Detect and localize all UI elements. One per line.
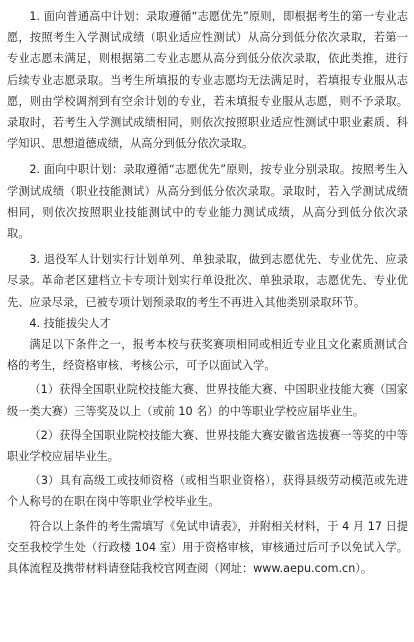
paragraph-skilled-talents-intro: 满足以下条件之一，报考本校与获奖赛项相同或相近专业且文化素质测试合格的考生，经资格审核、考核公示，可予以面试入学。 bbox=[7, 338, 408, 373]
paragraph-veterans-special-plan: 3. 退役军人计划实行计划单列、单独录取，做到志愿优先、专业优先、应录尽录。革命老区建档立卡专项计划实行单设批次、单独录取，志愿优先、专业优先、应录尽录，已被专项计划预录取的考生不再进入其他类别录取环节。 bbox=[7, 253, 408, 309]
paragraph-application-procedure: 符合以上条件的考生需填写《免试申请表》，并附相关材料，于 4 月 17 日提交至我校学生处（行政楼 104 室）用于资格审核，审核通过后可予以免试入学。具体流程及携带材料请登陆我校官网查阅（网址：www.aepu.com.cn）。 bbox=[7, 519, 408, 576]
heading-skilled-talents: 4. 技能拔尖人才 bbox=[29, 316, 111, 330]
list-item-condition-3: （3）具有高级工或技师资格（或相当职业资格），获得县级劳动模范或先进个人称号的在职在岗中等职业学校毕业生。 bbox=[7, 474, 408, 509]
paragraph-vocational-school-admission: 2. 面向中职计划：录取遵循“志愿优先”原则，按专业分别录取。按照考生入学测试成绩（职业技能测试）从高分到低分依次录取。录取时，若入学测试成绩相同，则依次按照职业技能测试中的专业能力测试成绩，从高分到低分依次录取。 bbox=[7, 163, 408, 241]
paragraph-general-high-school-admission: 1. 面向普通高中计划：录取遵循“志愿优先”原则，即根据考生的第一专业志愿，按照考生入学测试成绩（职业适应性测试）从高分到低分依次录取，若第一专业志愿未满足，则根据第二专业志愿从高分到低分依次录取，依此类推，进行后续专业志愿录取。当考生所填报的专业志愿均无法满足时，若填报专业服从志愿，则由学校调剂到有空余计划的专业，若未填报专业服从志愿，则不予录取。录取时，若考生入学测试成绩相同，则依次按照职业适应性测试中职业素质、科学知识、思想道德成绩，从高分到低分依次录取。 bbox=[7, 10, 408, 151]
list-item-condition-1: （1）获得全国职业院校技能大赛、世界技能大赛、中国职业技能大赛（国家级一类大赛）三等奖及以上（或前 10 名）的中等职业学校应届毕业生。 bbox=[7, 383, 408, 418]
list-item-condition-2: （2）获得全国职业院校技能大赛、世界技能大赛安徽省选拔赛一等奖的中等职业学校应届毕业生。 bbox=[7, 428, 408, 464]
